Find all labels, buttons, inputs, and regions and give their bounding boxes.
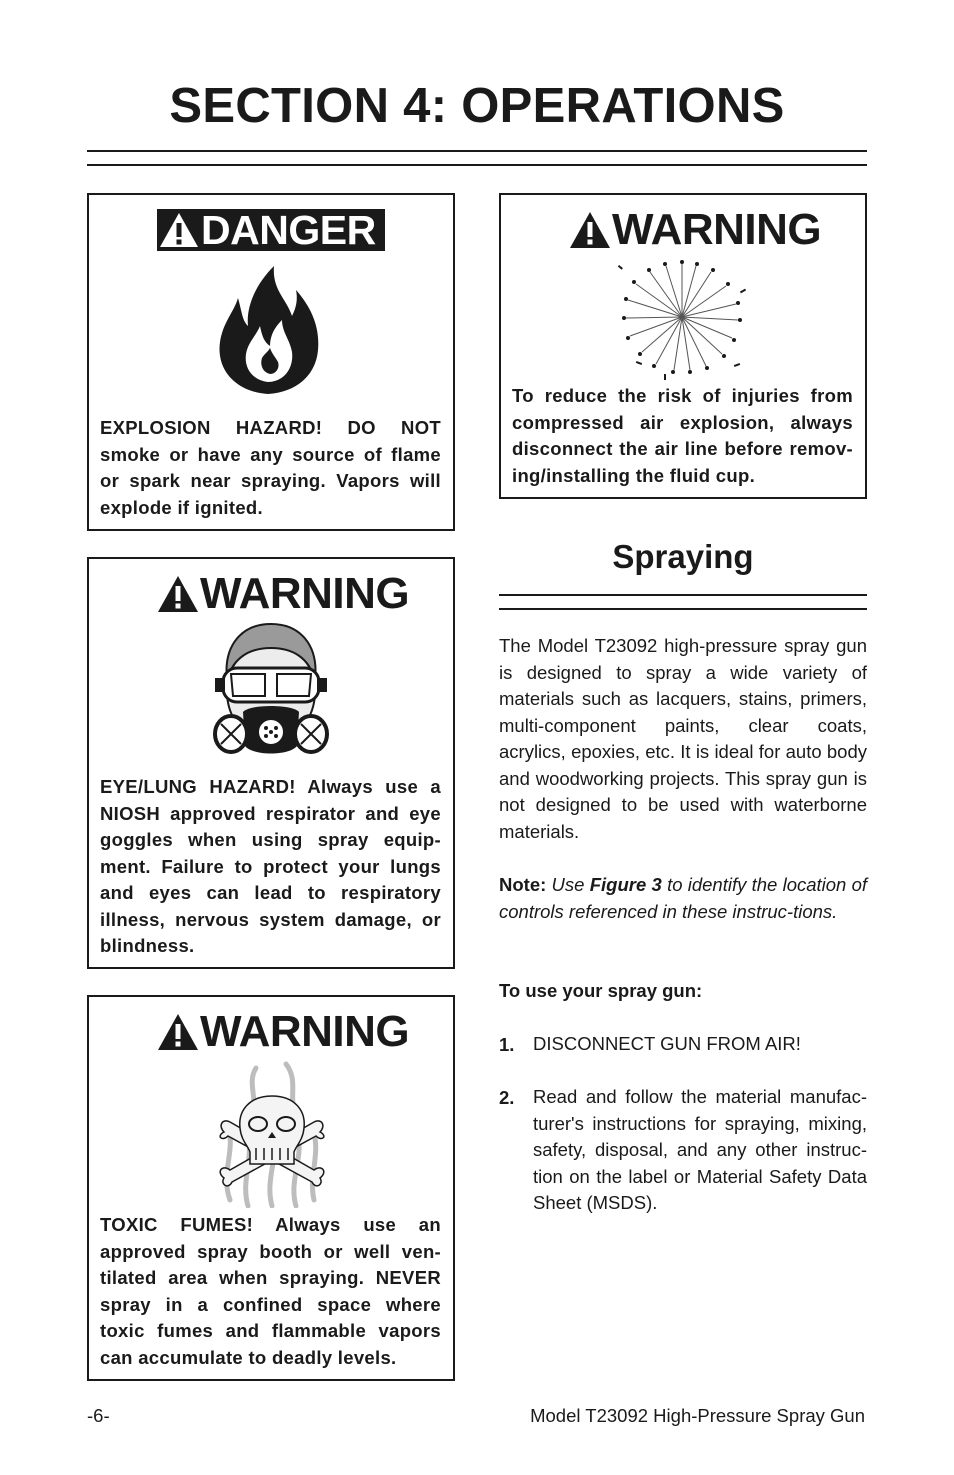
flame-icon: [216, 262, 322, 398]
danger-text: [100, 415, 441, 521]
warning-triangle-icon: [156, 574, 200, 614]
danger-signal-word: DANGER: [201, 206, 376, 253]
note-post: to identify the location of controls referenced in these instruc-tions.: [499, 874, 868, 922]
step-number: 2.: [499, 1087, 515, 1108]
danger-lead: EXPLOSION HAZARD! DO NOT: [100, 417, 441, 438]
warning-triangle-icon: [568, 210, 612, 250]
warning-explosion-signal-word: WARNING: [612, 205, 822, 254]
warning-triangle-icon: [156, 1012, 200, 1052]
footer-model: Model T23092 High-Pressure Spray Gun: [530, 1405, 865, 1426]
warning-toxic-header: [156, 1007, 410, 1056]
spraying-rule-top: [499, 594, 867, 596]
spraying-heading: Spraying: [612, 538, 754, 575]
warning-toxic-text: TOXIC FUMES! Always use an approved spray booth or well ven-tilated area when spraying. NEVER spray in a confined space where toxic fumes and flammable vapors can accumulate to deadly levels.: [100, 1214, 441, 1368]
step-text: Read and follow the material manufac-turer's instructions for spraying, mixing, safety, disposal, and any other instruc-tion on the label or Material Safety Data Sheet (MSDS).: [533, 1086, 867, 1213]
page-number: -6-: [87, 1405, 110, 1426]
note-label: Note:: [499, 874, 547, 895]
spraying-note: [499, 872, 867, 925]
title-rule-top: [87, 150, 867, 152]
note-pre: Use: [551, 874, 585, 895]
warning-respirator-header: [156, 569, 410, 618]
steps-heading: To use your spray gun:: [499, 980, 703, 1001]
note-figure-ref: Figure 3: [589, 874, 662, 895]
step-number: 1.: [499, 1034, 515, 1055]
explosion-burst-icon: [616, 254, 748, 380]
danger-banner: [157, 206, 385, 253]
page-title: SECTION 4: OPERATIONS: [169, 79, 785, 133]
title-rule-bottom: [87, 164, 867, 166]
spraying-intro: The Model T23092 high-pressure spray gun is designed to spray a wide variety of materials such as lacquers, stains, primers, multi-component paints, clear coats, acrylics, epoxies, etc. It is ideal for auto body and woodworking projects. This spray gun is not designed to be used with waterborne materials.: [499, 635, 867, 842]
warning-respirator-signal-word: WARNING: [200, 569, 410, 618]
skull-fumes-icon: [216, 1060, 328, 1208]
spraying-rule-bottom: [499, 608, 867, 610]
step-text: DISCONNECT GUN FROM AIR!: [533, 1033, 801, 1054]
warning-toxic-signal-word: WARNING: [200, 1007, 410, 1056]
respirator-goggles-icon: [213, 620, 329, 760]
warning-explosion-header: [568, 205, 822, 254]
warning-explosion-text: To reduce the risk of injuries from compressed air explosion, always disconnect the air line before remov-ing/installing the fluid cup.: [512, 385, 853, 486]
danger-body: smoke or have any source of flame or spark near spraying. Vapors will explode if ignited.: [100, 443, 441, 518]
danger-triangle-icon: [157, 210, 201, 250]
warning-respirator-text: EYE/LUNG HAZARD! Always use a NIOSH approved respirator and eye goggles when using spray equip-ment. Failure to protect your lungs and eyes can lead to respiratory illness, nervous system damage, or blindness.: [100, 776, 441, 956]
